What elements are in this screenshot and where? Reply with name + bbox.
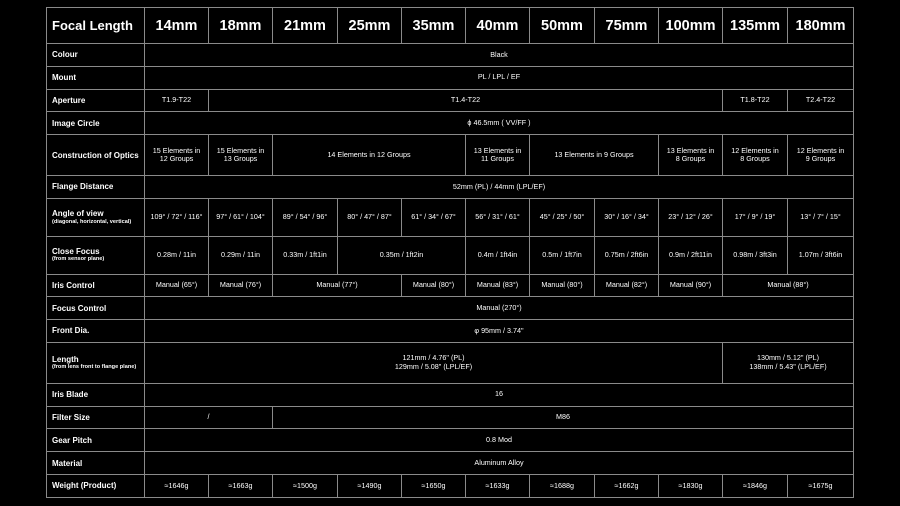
row-label: Front Dia. [47,320,145,343]
flange-distance-row [47,176,854,199]
spec-value: Manual (82°) [595,274,659,297]
material-row [47,452,854,475]
spec-value: 12 Elements in 8 Groups [723,135,788,176]
row-label: Colour [47,44,145,67]
spec-value: Manual (88°) [723,274,854,297]
row-label-text: Close Focus [52,247,100,257]
spec-value: 52mm (PL) / 44mm (LPL/EF) [145,176,854,199]
focal-length-header: 40mm [466,8,530,44]
spec-value: 121mm / 4.76" (PL) 129mm / 5.08" (LPL/EF) [145,342,723,383]
spec-value: Aluminum Alloy [145,452,854,475]
spec-value: 0.33m / 1ft1in [273,236,338,274]
lens-spec-table [46,7,854,498]
spec-value: 0.9m / 2ft11in [659,236,723,274]
spec-value: T2.4-T22 [788,89,854,112]
mount-row [47,66,854,89]
row-label-text: Angle of view [52,209,104,219]
spec-value: 13 Elements in 9 Groups [530,135,659,176]
spec-value: 61° / 34° / 67° [402,198,466,236]
spec-value: 0.98m / 3ft3in [723,236,788,274]
spec-value: 17° / 9° / 19° [723,198,788,236]
spec-value: / [145,406,273,429]
spec-value: 0.8 Mod [145,429,854,452]
spec-value: T1.8-T22 [723,89,788,112]
spec-value: ≈1646g [145,475,209,498]
row-label: Construction of Optics [47,135,145,176]
focal-length-header: 21mm [273,8,338,44]
spec-value: Manual (65°) [145,274,209,297]
gear-pitch-row [47,429,854,452]
weight-row [47,475,854,498]
spec-value: Manual (90°) [659,274,723,297]
construction-row [47,135,854,176]
spec-value: ≈1650g [402,475,466,498]
image-circle-row [47,112,854,135]
focal-length-header: 135mm [723,8,788,44]
focal-length-header: 100mm [659,8,723,44]
spec-value: 0.35m / 1ft2in [338,236,466,274]
spec-value: 13 Elements in 8 Groups [659,135,723,176]
row-label: Iris Blade [47,383,145,406]
row-sublabel: (diagonal, horizontal, vertical) [52,218,132,225]
iris-control-row [47,274,854,297]
spec-value: 14 Elements in 12 Groups [273,135,466,176]
spec-value: PL / LPL / EF [145,66,854,89]
focal-length-header: 75mm [595,8,659,44]
row-label: Mount [47,66,145,89]
spec-value: Black [145,44,854,67]
row-label: Material [47,452,145,475]
filter-size-row [47,406,854,429]
row-label: Gear Pitch [47,429,145,452]
spec-value: 12 Elements in 9 Groups [788,135,854,176]
spec-value: Manual (80°) [530,274,595,297]
focal-length-label: Focal Length [47,8,145,44]
focus-control-row [47,297,854,320]
spec-value: φ 95mm / 3.74" [145,320,854,343]
focal-length-header: 50mm [530,8,595,44]
spec-value: T1.9-T22 [145,89,209,112]
spec-value: ≈1830g [659,475,723,498]
spec-value: Manual (80°) [402,274,466,297]
row-label [47,198,145,236]
spec-value: Manual (270°) [145,297,854,320]
spec-value: ≈1662g [595,475,659,498]
spec-value: 130mm / 5.12" (PL) 138mm / 5.43" (LPL/EF) [723,342,854,383]
angle-of-view-row [47,198,854,236]
spec-value: 30° / 16° / 34° [595,198,659,236]
spec-value: Manual (83°) [466,274,530,297]
spec-value: 0.75m / 2ft6in [595,236,659,274]
spec-value: 15 Elements in 12 Groups [145,135,209,176]
front-dia-row [47,320,854,343]
row-sublabel: (from sensor plane) [52,256,105,263]
row-label: Iris Control [47,274,145,297]
spec-value: 0.4m / 1ft4in [466,236,530,274]
spec-value: 16 [145,383,854,406]
row-label [47,342,145,383]
spec-value: 97° / 61° / 104° [209,198,273,236]
spec-value: ≈1688g [530,475,595,498]
row-label: Flange Distance [47,176,145,199]
header-row [47,8,854,44]
spec-value: ≈1675g [788,475,854,498]
spec-value: 23° / 12° / 26° [659,198,723,236]
spec-value: M86 [273,406,854,429]
row-label-text: Length [52,354,79,364]
spec-value: 45° / 25° / 50° [530,198,595,236]
spec-value: T1.4-T22 [209,89,723,112]
focal-length-header: 25mm [338,8,402,44]
spec-value: Manual (76°) [209,274,273,297]
focal-length-header: 35mm [402,8,466,44]
spec-value: ≈1846g [723,475,788,498]
spec-value: ϕ 46.5mm ( VV/FF ) [145,112,854,135]
spec-value: ≈1663g [209,475,273,498]
aperture-row [47,89,854,112]
spec-value: 0.29m / 11in [209,236,273,274]
row-label: Weight (Product) [47,475,145,498]
spec-value: ≈1490g [338,475,402,498]
close-focus-row [47,236,854,274]
focal-length-header: 180mm [788,8,854,44]
spec-value: 80° / 47° / 87° [338,198,402,236]
spec-value: 0.28m / 11in [145,236,209,274]
colour-row [47,44,854,67]
spec-value: 56° / 31° / 61° [466,198,530,236]
spec-value: 13 Elements in 11 Groups [466,135,530,176]
spec-value: 15 Elements in 13 Groups [209,135,273,176]
iris-blade-row [47,383,854,406]
length-row [47,342,854,383]
row-label: Image Circle [47,112,145,135]
row-label: Aperture [47,89,145,112]
focal-length-header: 14mm [145,8,209,44]
spec-value: 89° / 54° / 96° [273,198,338,236]
spec-value: 1.07m / 3ft6in [788,236,854,274]
spec-value: Manual (77°) [273,274,402,297]
spec-value: 13° / 7° / 15° [788,198,854,236]
spec-value: ≈1500g [273,475,338,498]
spec-value: 0.5m / 1ft7in [530,236,595,274]
row-sublabel: (from lens front to flange plane) [52,364,137,371]
row-label: Filter Size [47,406,145,429]
row-label: Focus Control [47,297,145,320]
focal-length-header: 18mm [209,8,273,44]
row-label [47,236,145,274]
spec-value: 109° / 72° / 116° [145,198,209,236]
spec-value: ≈1633g [466,475,530,498]
